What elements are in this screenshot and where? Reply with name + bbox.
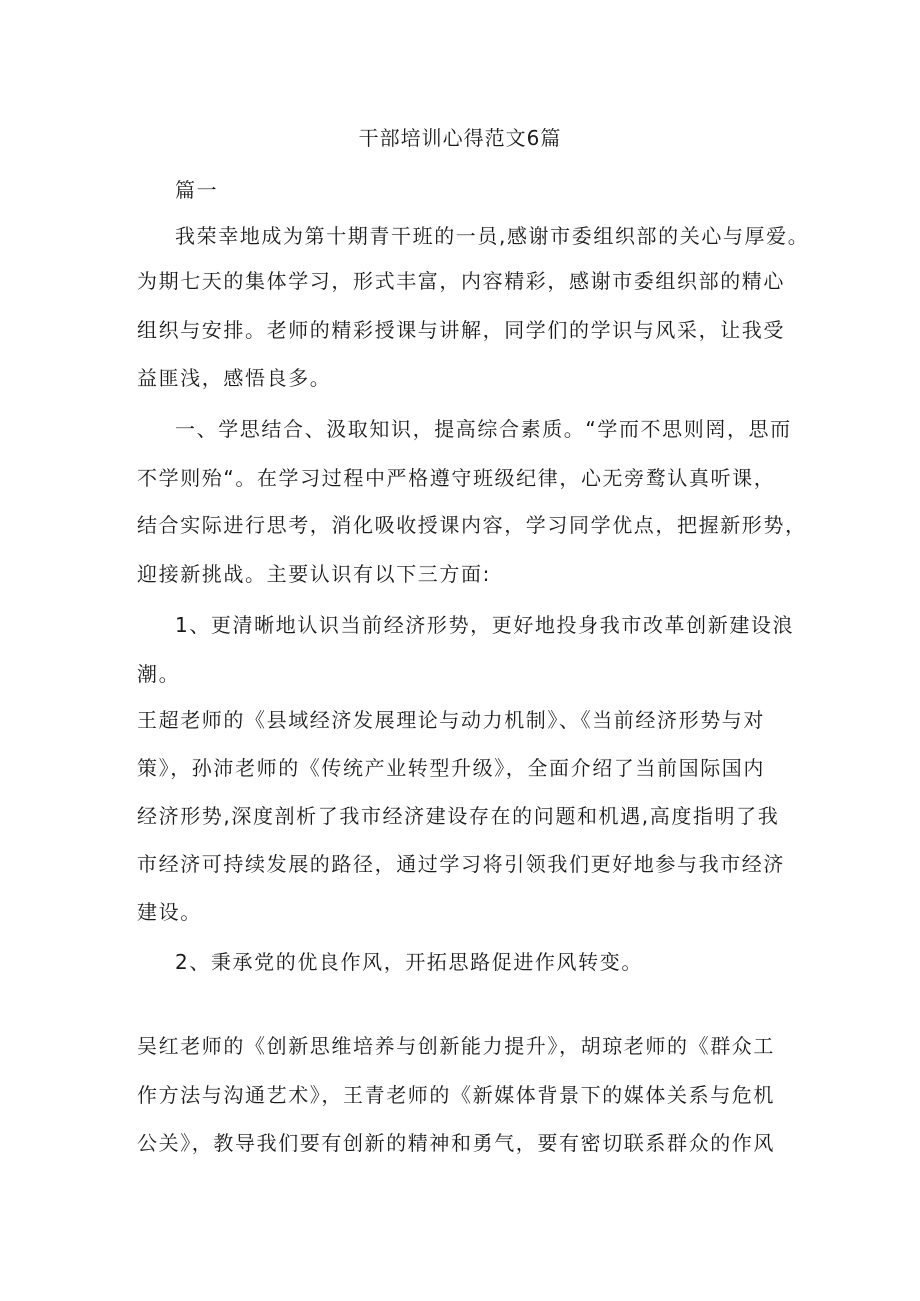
section-heading: 篇一 [175, 178, 219, 202]
paragraph-line: 组织与安排。老师的精彩授课与讲解，同学们的学识与风采，让我受 [137, 318, 785, 342]
paragraph-line: 不学则殆“。在学习过程中严格遵守班级纪律，心无旁鹜认真听课， [137, 466, 776, 490]
paragraph-line: 迎接新挑战。主要认识有以下三方面: [137, 562, 491, 586]
paragraph-line: 吴红老师的《创新思维培养与创新能力提升》，胡琼老师的《群众工 [137, 1034, 775, 1058]
list-item-heading: 2、秉承党的优良作风，开拓思路促进作风转变。 [175, 950, 643, 974]
paragraph-line: 为期七天的集体学习，形式丰富，内容精彩，感谢市委组织部的精心 [137, 269, 785, 293]
list-item-heading: 1、更清晰地认识当前经济形势，更好地投身我市改革创新建设浪 [175, 613, 795, 637]
paragraph-line: 公关》，教导我们要有创新的精神和勇气，要有密切联系群众的作风 [137, 1131, 775, 1155]
paragraph-line: 益匪浅，感悟良多。 [137, 366, 332, 390]
document-title: 干部培训心得范文6篇 [358, 126, 562, 150]
paragraph-line: 建设。 [137, 900, 202, 924]
paragraph-line: 王超老师的《县域经济发展理论与动力机制》、《当前经济形势与对 [137, 708, 765, 732]
paragraph-line: 潮。 [137, 662, 181, 686]
paragraph-line: 一、学思结合、汲取知识，提高综合素质。“学而不思则罔，思而 [175, 417, 792, 441]
paragraph-line: 市经济可持续发展的路径，通过学习将引领我们更好地参与我市经济 [137, 852, 785, 876]
paragraph-line: 我荣幸地成为第十期青干班的一员,感谢市委组织部的关心与厚爱。 [175, 224, 810, 248]
paragraph-line: 结合实际进行思考，消化吸收授课内容，学习同学优点，把握新形势， [137, 513, 807, 537]
paragraph-line: 经济形势,深度剖析了我市经济建设存在的问题和机遇,高度指明了我 [137, 804, 780, 828]
paragraph-line: 策》，孙沛老师的《传统产业转型升级》，全面介绍了当前国际国内 [137, 756, 765, 780]
paragraph-line: 作方法与沟通艺术》，王青老师的《新媒体背景下的媒体关系与危机 [137, 1083, 775, 1107]
